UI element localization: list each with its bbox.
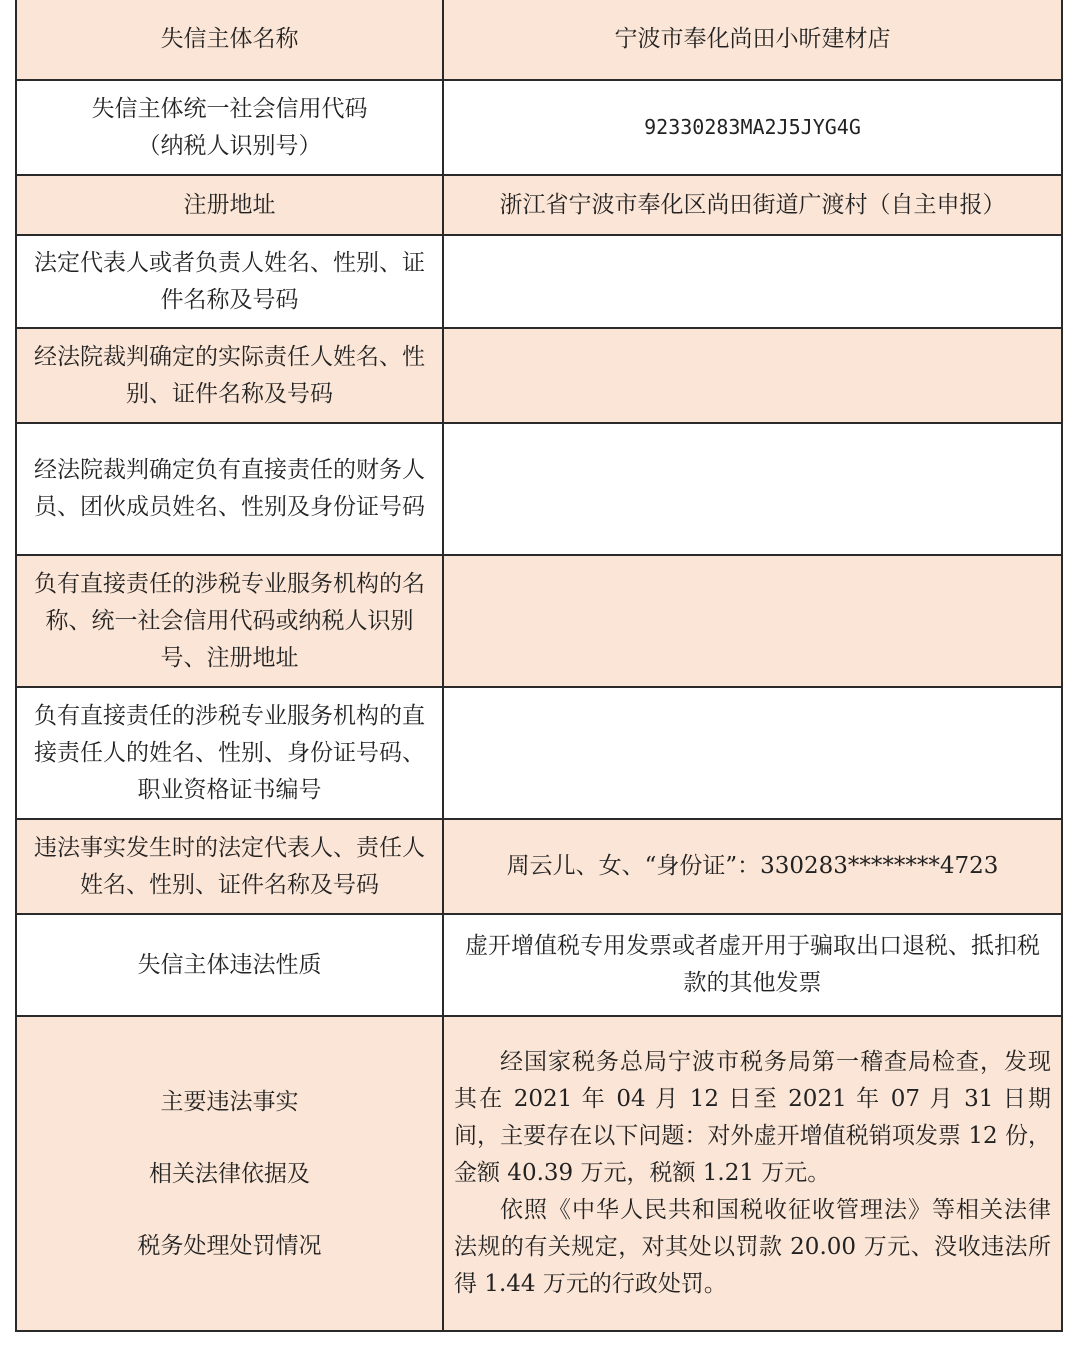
- value-registered-address: 浙江省宁波市奉化区尚田街道广渡村（自主申报）: [443, 175, 1061, 235]
- row-finance-staff: [17, 423, 1061, 555]
- value-violation-time-person: 周云儿、女、“身份证”：330283********4723: [443, 819, 1061, 914]
- label-tax-agency: 负有直接责任的涉税专业服务机构的名称、统一社会信用代码或纳税人识别号、注册地址: [17, 555, 443, 687]
- label-credit-code-line1: 失信主体统一社会信用代码: [91, 95, 368, 122]
- label-registered-address: 注册地址: [17, 175, 443, 235]
- label-legal-representative: 法定代表人或者负责人姓名、性别、证件名称及号码: [17, 235, 443, 328]
- value-violation-nature: 虚开增值税专用发票或者虚开用于骗取出口退税、抵扣税款的其他发票: [443, 914, 1061, 1016]
- value-main-facts: [443, 1016, 1061, 1330]
- row-registered-address: [17, 175, 1061, 235]
- value-entity-name: 宁波市奉化尚田小昕建材店: [443, 0, 1061, 80]
- dishonest-entity-info-table: [15, 0, 1063, 1332]
- value-tax-agency-person: [443, 687, 1061, 819]
- label-violation-time-person: 违法事实发生时的法定代表人、责任人姓名、性别、证件名称及号码: [17, 819, 443, 914]
- label-credit-code-line2: （纳税人识别号）: [137, 132, 322, 159]
- value-actual-responsible-person: [443, 328, 1061, 423]
- label-main-facts-line1: 主要违法事实: [160, 1088, 299, 1115]
- row-violation-time-person: [17, 819, 1061, 914]
- row-main-facts: [17, 1016, 1061, 1330]
- value-tax-agency: [443, 555, 1061, 687]
- label-actual-responsible-person: 经法院裁判确定的实际责任人姓名、性别、证件名称及号码: [17, 328, 443, 423]
- label-main-facts-line2: 相关法律依据及: [149, 1160, 310, 1187]
- facts-paragraph-inspection: 经国家税务总局宁波市税务局第一稽查局检查，发现其在 2021 年 04 月 12 日至 2021 年 07 月 31 日期间，主要存在以下问题：对外虚开增值税销项发票 12 份，金额 40.39 万元，税额 1.21 万元。: [454, 1049, 1051, 1186]
- label-main-facts: [17, 1016, 443, 1330]
- value-legal-representative: [443, 235, 1061, 328]
- label-finance-staff: 经法院裁判确定负有直接责任的财务人员、团伙成员姓名、性别及身份证号码: [17, 423, 443, 555]
- row-entity-name: [17, 0, 1061, 80]
- label-credit-code: [17, 80, 443, 175]
- label-tax-agency-person: 负有直接责任的涉税专业服务机构的直接责任人的姓名、性别、身份证号码、职业资格证书编号: [17, 687, 443, 819]
- value-credit-code: 92330283MA2J5JYG4G: [443, 80, 1061, 175]
- facts-paragraph-penalty: 依照《中华人民共和国税收征收管理法》等相关法律法规的有关规定，对其处以罚款 20.00 万元、没收违法所得 1.44 万元的行政处罚。: [454, 1197, 1051, 1297]
- row-tax-agency-person: [17, 687, 1061, 819]
- row-credit-code: [17, 80, 1061, 175]
- row-actual-responsible-person: [17, 328, 1061, 423]
- row-legal-representative: [17, 235, 1061, 328]
- value-finance-staff: [443, 423, 1061, 555]
- label-violation-nature: 失信主体违法性质: [17, 914, 443, 1016]
- row-tax-agency: [17, 555, 1061, 687]
- label-entity-name: 失信主体名称: [17, 0, 443, 80]
- label-main-facts-line3: 税务处理处罚情况: [137, 1232, 322, 1259]
- row-violation-nature: [17, 914, 1061, 1016]
